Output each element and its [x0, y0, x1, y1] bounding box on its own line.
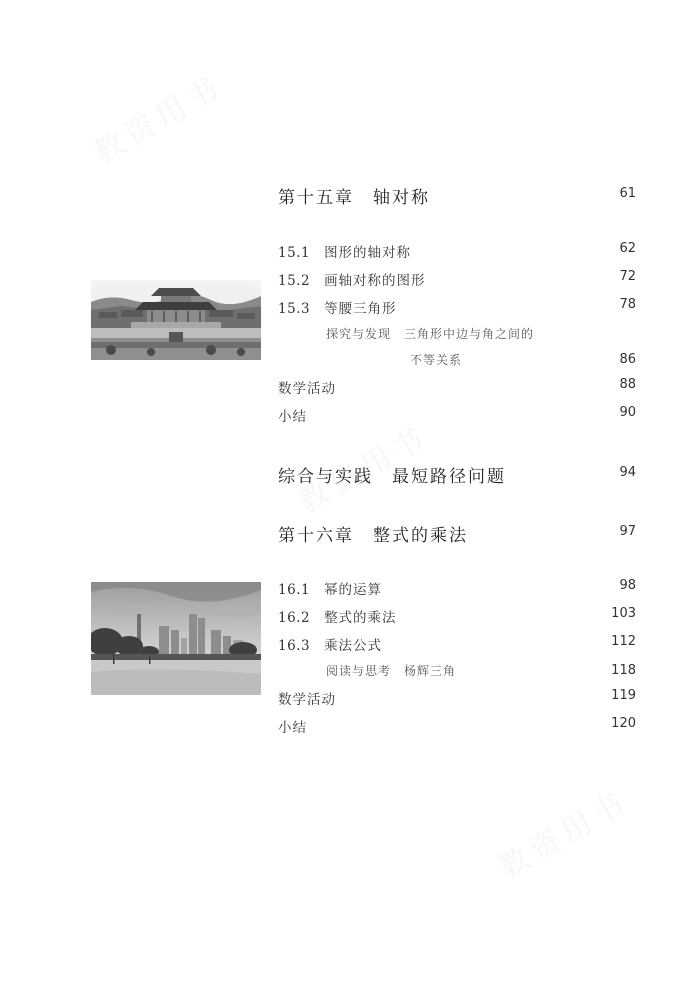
section-title: 等腰三角形: [324, 301, 397, 317]
summary-title: 小结: [278, 720, 307, 736]
page-number: 98: [619, 578, 636, 593]
toc-section[interactable]: [278, 634, 636, 656]
page-number: 94: [619, 465, 636, 480]
section-number: 16.1: [278, 582, 311, 598]
page-number: 103: [611, 606, 636, 621]
section-number: 15.2: [278, 273, 311, 289]
page-number: 97: [619, 524, 636, 539]
page-number: 61: [619, 186, 636, 201]
section-number: 16.2: [278, 610, 311, 626]
toc-section[interactable]: [278, 578, 636, 600]
page-number: 86: [619, 352, 636, 367]
section-number: 15.3: [278, 301, 311, 317]
toc-section[interactable]: [278, 269, 636, 291]
section-number: 16.3: [278, 638, 311, 654]
practice-title: 综合与实践 最短路径问题: [278, 467, 506, 487]
section-number: 15.1: [278, 245, 311, 261]
toc-activity[interactable]: [278, 377, 636, 399]
toc-chapter-15[interactable]: [278, 183, 636, 208]
city-photo: [91, 582, 261, 695]
page-number: 78: [619, 297, 636, 312]
page-number: 72: [619, 269, 636, 284]
section-title: 画轴对称的图形: [324, 273, 426, 289]
reading-title-line2: 不等关系: [410, 353, 463, 367]
toc-chapter-16[interactable]: [278, 521, 636, 546]
toc-section[interactable]: [278, 606, 636, 628]
chapter-title: 第十五章 轴对称: [278, 188, 430, 208]
page-number: 118: [611, 663, 636, 678]
activity-title: 数学活动: [278, 692, 336, 708]
watermark: [84, 62, 231, 172]
section-title: 幂的运算: [324, 582, 383, 598]
toc-activity[interactable]: [278, 688, 636, 710]
toc-reading-continued[interactable]: [278, 351, 636, 373]
page-number: 112: [611, 634, 636, 649]
page-number: 62: [619, 241, 636, 256]
toc-reading[interactable]: [278, 325, 636, 347]
page-number: 120: [611, 716, 636, 731]
section-title: 图形的轴对称: [324, 245, 412, 261]
toc-summary[interactable]: [278, 405, 636, 427]
palace-photo: [91, 280, 261, 360]
reading-title-line1: 探究与发现 三角形中边与角之间的: [326, 327, 535, 341]
page-number: 88: [619, 377, 636, 392]
toc-reading[interactable]: [278, 662, 636, 684]
toc-summary[interactable]: [278, 716, 636, 738]
section-title: 整式的乘法: [324, 610, 397, 626]
page-number: 119: [611, 688, 636, 703]
watermark: [489, 777, 636, 887]
toc-section[interactable]: [278, 297, 636, 319]
reading-title: 阅读与思考 杨辉三角: [326, 664, 457, 678]
toc-section[interactable]: [278, 241, 636, 263]
chapter-title: 第十六章 整式的乘法: [278, 526, 468, 546]
section-title: 乘法公式: [324, 638, 383, 654]
toc-practice[interactable]: [278, 462, 636, 487]
summary-title: 小结: [278, 409, 307, 425]
page-number: 90: [619, 405, 636, 420]
activity-title: 数学活动: [278, 381, 336, 397]
